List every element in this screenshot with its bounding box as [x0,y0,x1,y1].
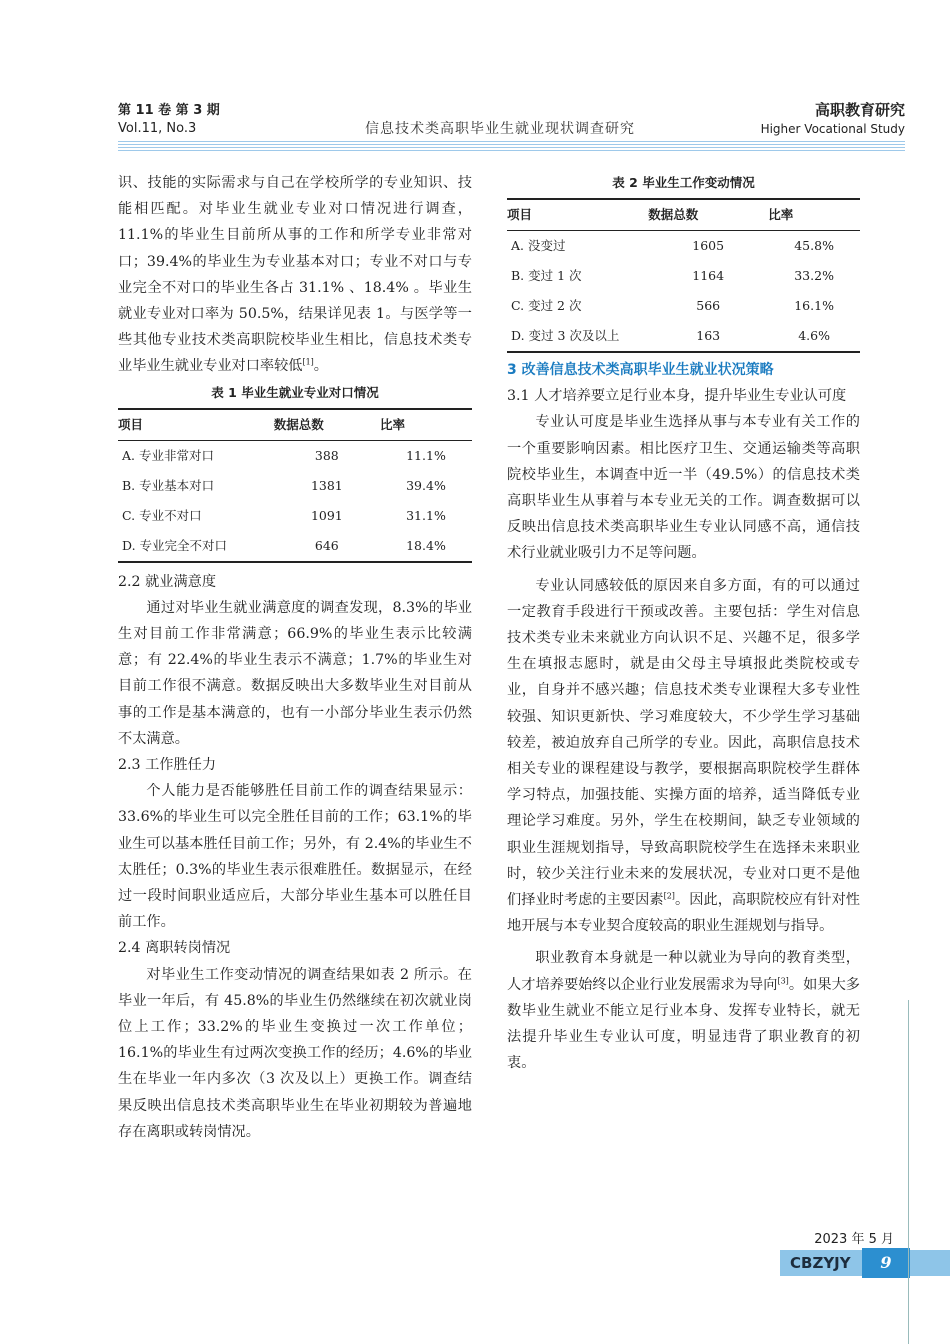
table-cell: 11.1% [406,447,446,463]
journal-name-cn: 高职教育研究 [814,101,905,119]
table-row [507,231,860,262]
table1 [118,408,472,563]
left-column [118,170,472,1145]
table-cell: 388 [314,447,339,463]
running-header-title: 信息技术类高职毕业生就业现状调查研究 [365,121,635,137]
table-row [118,501,472,531]
table-cell: 163 [648,321,768,352]
subsection-heading-2-3: 2.3 工作胜任力 [118,757,217,774]
table-row [118,440,472,471]
paragraph-job-change: 对毕业生工作变动情况的调查结果如表 2 所示。在毕业一年后，有 45.8%的毕业生仍然继续在初次就业岗位上工作；33.2%的毕业生变换过一次工作单位；16.1%的毕业生有过两次变换工作的经历；4.6%的毕业生在毕业一年内多次（3 次及以上）更换工作。调查结果反映出信息技术类高职毕业生在毕业初期较为普遍地存在离职或转岗情况。 [118,966,472,1140]
issue-date: 2023 年 5 月 [814,1232,894,1247]
table-header-cell: 数据总数 [648,199,768,231]
running-header-journal [761,100,905,138]
journal-name-en: Higher Vocational Study [760,122,905,136]
paragraph-competence: 个人能力是否能够胜任目前工作的调查结果显示：33.6%的毕业生可以完全胜任目前的工作；63.1%的毕业生可以基本胜任目前工作；另外，有 2.4%的毕业生不太胜任；0.3%的毕业生表示很难胜任。数据显示，在经过一段时间职业适应后，大部分毕业生基本可以胜任目前工作。 [118,783,472,931]
table-header-cell: 数据总数 [274,409,380,441]
table-header-row [118,409,472,441]
table-row [118,531,472,562]
subsection-heading-2-2: 2.2 就业满意度 [118,573,217,590]
table-cell: 18.4% [380,531,472,562]
table-cell: 1091 [310,507,343,523]
page-number: 9 [862,1248,910,1278]
table-header-cell: 比率 [768,199,860,231]
table-cell: A. 没变过 [511,238,566,253]
table-header-cell: 比率 [380,409,472,441]
table-cell: 1605 [692,238,725,253]
table-cell: 4.6% [768,321,860,352]
table-cell: A. 专业非常对口 [122,447,214,463]
header-rule [118,141,905,153]
journal-code: CBZYJY [790,1254,851,1272]
table-header-cell: 项目 [118,409,274,441]
table-cell: C. 变过 2 次 [511,298,582,313]
table-cell: B. 变过 1 次 [511,268,582,283]
margin-line [908,1000,909,1344]
table-cell: D. 变过 3 次及以上 [507,321,648,352]
subsection-heading-2-4: 2.4 离职转岗情况 [118,940,231,957]
paragraph-satisfaction: 通过对毕业生就业满意度的调查发现，8.3%的毕业生对目前工作非常满意；66.9%的毕业生表示比较满意；有 22.4%的毕业生表示不满意；1.7%的毕业生对目前工作很不满意。数据反映出大多数毕业生对目前从事的工作是基本满意的，也有一小部分毕业生表示仍然不太满意。 [118,599,472,747]
table-cell: 45.8% [794,238,834,253]
table2-caption: 表 2 毕业生工作变动情况 [612,175,755,190]
table-cell: 1164 [692,268,725,283]
table-cell: 16.1% [794,298,834,313]
section-heading-3: 3 改善信息技术类高职毕业生就业状况策略 [507,362,774,378]
paragraph-reasons: 专业认同感较低的原因来自多方面，有的可以通过一定教育手段进行干预或改善。主要包括：学生对信息技术类专业未来就业方向认识不足、兴趣不足，很多学生在填报志愿时，就是由父母主导填报此类院校或专业，自身并不感兴趣；信息技术类专业课程大多专业性较强、知识更新快、学习难度较大，不少学生学习基础较差，被迫放弃自己所学的专业。因此，高职信息技术相关专业的课程建设与教学，要根据高职院校学生群体学习特点，加强技能、实操方面的培养，适当降低专业理论学习难度。另外，学生在校期间，缺乏专业领域的职业生涯规划指导，导致高职院校学生在选择未来职业时，较少关注行业未来的发展状况，专业对口更不是他们择业时考虑的主要因素[2]。因此，高职院校应有针对性地开展与本专业契合度较高的职业生涯规划与指导。 [507,577,860,935]
table-row [507,321,860,352]
table-cell: 1381 [310,477,343,493]
table-cell: 566 [696,298,721,313]
citation-3[interactable]: [3] [777,975,789,985]
table2 [507,198,860,353]
table-cell: 31.1% [406,507,446,523]
table-header-cell: 项目 [507,199,648,231]
table-cell: C. 专业不对口 [122,507,202,523]
table-cell: D. 专业完全不对口 [118,531,274,562]
table-cell: B. 专业基本对口 [122,477,215,493]
running-header-volume [118,102,220,138]
table-row [118,471,472,501]
citation-1[interactable]: [1] [302,357,314,367]
paragraph-professional-match: 识、技能的实际需求与自己在学校所学的专业知识、技能相匹配。对毕业生就业专业对口情况进行调查，11.1%的毕业生目前所从事的工作和所学专业非常对口；39.4%的毕业生为专业基本对口；专业不对口与专业完全不对口的毕业生各占 31.1% 、18.4% 。毕业生就业专业对口率为 50.5%，结果详见表 1。与医学等一些其他专业技术类高职院校毕业生相比，信息技术类专业毕业生就业专业对口率较低[1]。 [118,175,472,375]
table-cell: 39.4% [406,477,446,493]
volume-issue-en: Vol.11, No.3 [118,121,197,136]
paragraph-vocational-education: 职业教育本身就是一种以就业为导向的教育类型，人才培养要始终以企业行业发展需求为导向[3]。如果大多数毕业生就业不能立足行业本身、发挥专业特长，就无法提升毕业生专业认可度，明显违背了职业教育的初衷。 [507,950,860,1072]
paragraph-recognition: 专业认可度是毕业生选择从事与本专业有关工作的一个重要影响因素。相比医疗卫生、交通运输类等高职院校毕业生，本调查中近一半（49.5%）的信息技术类高职毕业生从事着与本专业无关的工作。调查数据可以反映出信息技术类高职毕业生专业认同感不高，通信技术行业就业吸引力不足等问题。 [507,414,860,562]
table-cell: 33.2% [794,268,834,283]
table-row [507,291,860,321]
citation-2[interactable]: [2] [663,891,675,901]
table-cell: 646 [274,531,380,562]
right-column [507,170,860,1076]
table-row [507,261,860,291]
volume-issue-cn: 第 11 卷 第 3 期 [118,103,220,118]
table1-caption: 表 1 毕业生就业专业对口情况 [211,384,379,400]
table-header-row [507,199,860,231]
subsection-heading-3-1: 3.1 人才培养要立足行业本身，提升毕业生专业认可度 [507,388,847,405]
